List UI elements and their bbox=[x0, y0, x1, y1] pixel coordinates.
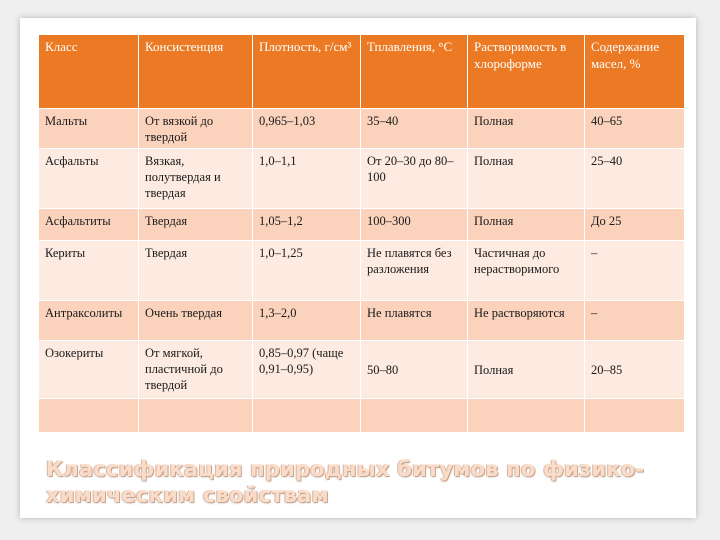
table-cell: Очень твердая bbox=[139, 300, 253, 340]
table-cell: От 20–30 до 80–100 bbox=[361, 148, 468, 208]
table-cell: 20–85 bbox=[585, 340, 685, 398]
table-cell: 35–40 bbox=[361, 109, 468, 149]
table-row bbox=[39, 109, 685, 149]
header-density: Плотность, г/см³ bbox=[253, 35, 361, 109]
table-cell: Полная bbox=[468, 148, 585, 208]
table-cell bbox=[468, 398, 585, 432]
table-row bbox=[39, 208, 685, 240]
header-consistency: Консистенция bbox=[139, 35, 253, 109]
table-cell: Полная bbox=[468, 340, 585, 398]
table-cell: Не плавятся без разложения bbox=[361, 240, 468, 300]
table-cell: Озокериты bbox=[39, 340, 139, 398]
table-cell: 1,0–1,25 bbox=[253, 240, 361, 300]
table-cell: Частичная до нерастворимого bbox=[468, 240, 585, 300]
table-cell: Твердая bbox=[139, 208, 253, 240]
table-cell bbox=[39, 398, 139, 432]
table-cell: Вязкая, полутвердая и твердая bbox=[139, 148, 253, 208]
table-cell bbox=[253, 398, 361, 432]
table-cell: Полная bbox=[468, 208, 585, 240]
table-row bbox=[39, 340, 685, 398]
header-class: Класс bbox=[39, 35, 139, 109]
slide-title: Классификация природных битумов по физико-химическим свойствам bbox=[46, 457, 645, 508]
table-header-row bbox=[39, 35, 685, 109]
table-cell: 50–80 bbox=[361, 340, 468, 398]
table-cell bbox=[361, 398, 468, 432]
table-cell: Твердая bbox=[139, 240, 253, 300]
table-cell: От мягкой, пластичной до твердой bbox=[139, 340, 253, 398]
header-melting-point: Тплавления, °С bbox=[361, 35, 468, 109]
table-row bbox=[39, 240, 685, 300]
table-cell bbox=[139, 398, 253, 432]
table-cell: 100–300 bbox=[361, 208, 468, 240]
table-cell: 0,85–0,97 (чаще 0,91–0,95) bbox=[253, 340, 361, 398]
table-cell: 0,965–1,03 bbox=[253, 109, 361, 149]
table-cell: Антраксолиты bbox=[39, 300, 139, 340]
table-cell: Не плавятся bbox=[361, 300, 468, 340]
table-cell: 25–40 bbox=[585, 148, 685, 208]
table-row bbox=[39, 398, 685, 432]
table-cell: – bbox=[585, 300, 685, 340]
table-cell: До 25 bbox=[585, 208, 685, 240]
table-cell: Не растворяются bbox=[468, 300, 585, 340]
table-cell bbox=[585, 398, 685, 432]
table-cell: 40–65 bbox=[585, 109, 685, 149]
table-cell: Асфальты bbox=[39, 148, 139, 208]
table-cell: 1,3–2,0 bbox=[253, 300, 361, 340]
header-oil-content: Содержание масел, % bbox=[585, 35, 685, 109]
table-cell: Кериты bbox=[39, 240, 139, 300]
table-cell: Мальты bbox=[39, 109, 139, 149]
header-solubility: Растворимость в хлороформе bbox=[468, 35, 585, 109]
table-cell: 1,05–1,2 bbox=[253, 208, 361, 240]
table-cell: 1,0–1,1 bbox=[253, 148, 361, 208]
table-row bbox=[39, 148, 685, 208]
table-cell: Полная bbox=[468, 109, 585, 149]
bitumen-classification-table bbox=[38, 34, 685, 433]
table-cell: – bbox=[585, 240, 685, 300]
table-cell: Асфальтиты bbox=[39, 208, 139, 240]
table-row bbox=[39, 300, 685, 340]
table-cell: От вязкой до твердой bbox=[139, 109, 253, 149]
